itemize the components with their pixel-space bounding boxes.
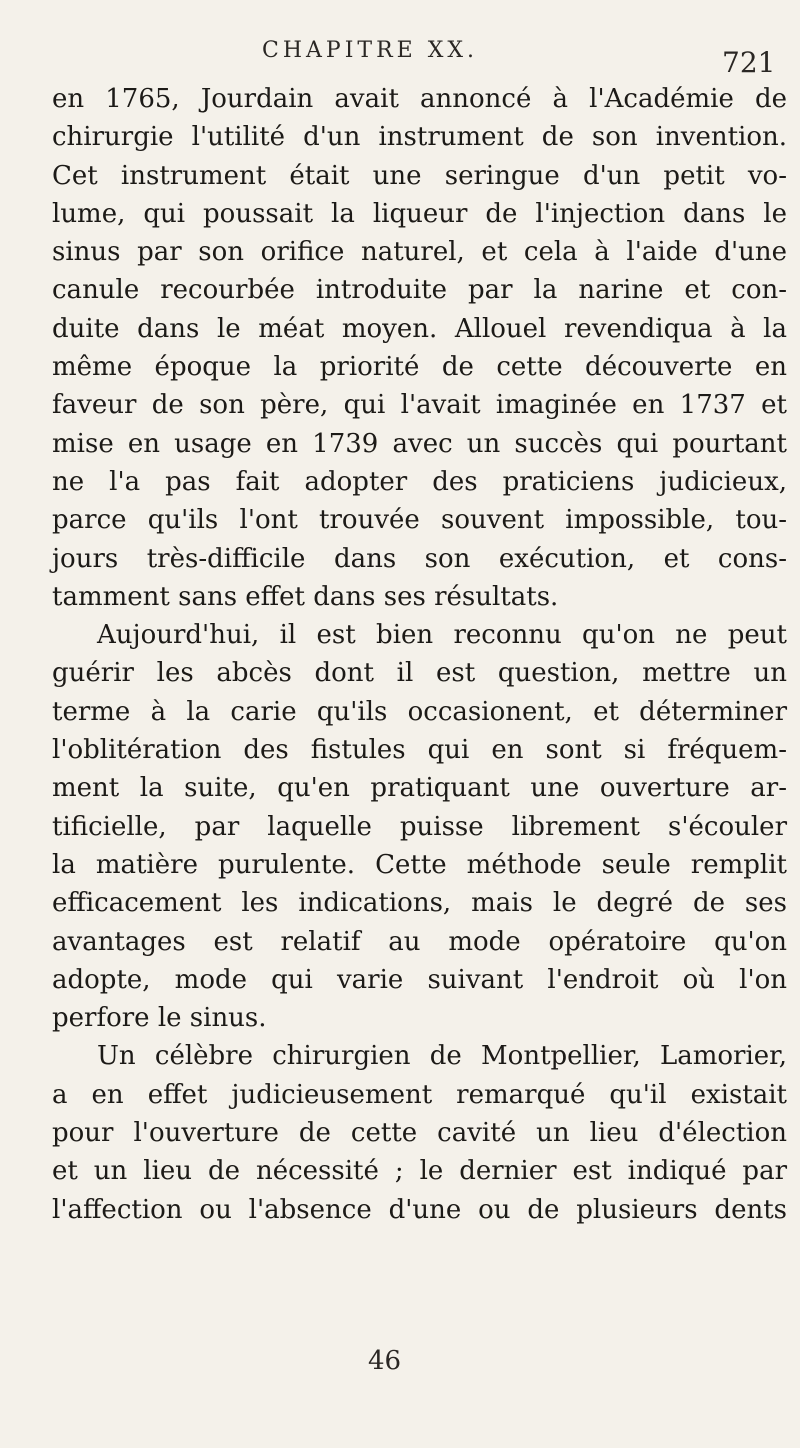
- text-line: Un célèbre chirurgien de Montpellier, Lamorier,: [97, 1041, 787, 1072]
- text-line: a en effet judicieusement remarqué qu'il existait: [52, 1079, 787, 1110]
- text-line: ne l'a pas fait adopter des praticiens judicieux,: [52, 466, 787, 497]
- text-line: l'oblitération des fistules qui en sont si fréquem-: [52, 735, 787, 766]
- text-line: la matière purulente. Cette méthode seule remplit: [52, 849, 787, 880]
- text-line: guérir les abcès dont il est question, mettre un: [52, 658, 787, 689]
- running-head: CHAPITRE XX.: [262, 38, 479, 63]
- text-line: perfore le sinus.: [52, 1003, 267, 1034]
- text-line: ment la suite, qu'en pratiquant une ouverture ar-: [52, 773, 787, 804]
- text-line: terme à la carie qu'ils occasionent, et déterminer: [52, 696, 787, 727]
- body-text: [52, 80, 787, 1229]
- text-line: tificielle, par laquelle puisse librement s'écouler: [52, 811, 787, 842]
- text-line: canule recourbée introduite par la narine et con-: [52, 275, 787, 306]
- text-line: tamment sans effet dans ses résultats.: [52, 581, 559, 612]
- text-line: parce qu'ils l'ont trouvée souvent impossible, tou-: [52, 505, 787, 536]
- text-line: mise en usage en 1739 avec un succès qui pourtant: [52, 428, 787, 459]
- text-line: lume, qui poussait la liqueur de l'injection dans le: [52, 198, 787, 229]
- text-line: chirurgie l'utilité d'un instrument de son invention.: [52, 122, 787, 153]
- text-line: adopte, mode qui varie suivant l'endroit où l'on: [52, 964, 787, 995]
- signature-mark: 46: [368, 1346, 402, 1376]
- text-line: faveur de son père, qui l'avait imaginée en 1737 et: [52, 390, 787, 421]
- text-line: en 1765, Jourdain avait annoncé à l'Académie de: [52, 84, 787, 114]
- text-line: et un lieu de nécessité ; le dernier est indiqué par: [52, 1156, 787, 1187]
- text-line: efficacement les indications, mais le degré de ses: [52, 888, 787, 919]
- text-line: duite dans le méat moyen. Allouel revendiqua à la: [52, 313, 787, 344]
- text-line: Cet instrument était une seringue d'un petit vo-: [52, 160, 787, 191]
- text-line: sinus par son orifice naturel, et cela à l'aide d'une: [52, 237, 787, 268]
- text-line: Aujourd'hui, il est bien reconnu qu'on ne peut: [97, 620, 787, 651]
- text-line: l'affection ou l'absence d'une ou de plusieurs dents: [52, 1194, 787, 1225]
- text-line: même époque la priorité de cette découverte en: [52, 352, 787, 383]
- page-number: 721: [722, 46, 776, 79]
- text-line: pour l'ouverture de cette cavité un lieu d'élection: [52, 1118, 787, 1149]
- text-line: avantages est relatif au mode opératoire qu'on: [52, 926, 787, 957]
- text-line: jours très-difficile dans son exécution, et cons-: [52, 543, 787, 574]
